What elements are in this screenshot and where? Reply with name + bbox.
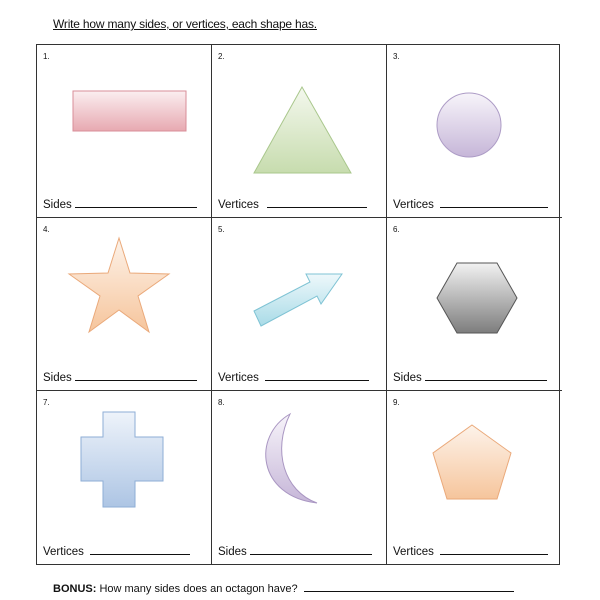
cell-number: 2.	[218, 52, 225, 61]
answer-blank[interactable]	[267, 198, 367, 208]
bonus-text: How many sides does an octagon have?	[99, 583, 298, 595]
answer-blank[interactable]	[425, 371, 547, 381]
cell-number: 6.	[393, 225, 400, 234]
cell-number: 8.	[218, 398, 225, 407]
cell-number: 4.	[43, 225, 50, 234]
cell-9	[387, 391, 562, 564]
cell-number: 1.	[43, 52, 50, 61]
cell-8	[212, 391, 387, 564]
answer-blank[interactable]	[250, 545, 372, 555]
answer-label: Vertices	[43, 546, 84, 558]
answer-label: Vertices	[218, 199, 259, 211]
rectangle-shape	[37, 45, 212, 218]
cell-number: 7.	[43, 398, 50, 407]
cell-2	[212, 45, 387, 218]
answer-label: Sides	[218, 546, 247, 558]
answer-blank[interactable]	[440, 545, 548, 555]
cell-number: 9.	[393, 398, 400, 407]
cell-6	[387, 218, 562, 391]
shapes-grid	[36, 44, 560, 565]
pentagon-shape	[387, 391, 562, 564]
answer-label: Vertices	[218, 372, 259, 384]
answer-label: Vertices	[393, 546, 434, 558]
answer-blank[interactable]	[90, 545, 190, 555]
answer-label: Sides	[43, 372, 72, 384]
hexagon-shape	[387, 218, 562, 391]
cell-1	[37, 45, 212, 218]
cell-4	[37, 218, 212, 391]
answer-blank[interactable]	[75, 371, 197, 381]
answer-blank[interactable]	[265, 371, 369, 381]
cell-number: 5.	[218, 225, 225, 234]
cell-7	[37, 391, 212, 564]
circle-shape	[387, 45, 562, 218]
crescent-shape	[212, 391, 387, 564]
bonus-question	[53, 582, 514, 595]
cell-5	[212, 218, 387, 391]
instructions-title: Write how many sides, or vertices, each shape has.	[53, 17, 317, 31]
cross-shape	[37, 391, 212, 564]
star-shape	[37, 218, 212, 391]
triangle-shape	[212, 45, 387, 218]
answer-label: Vertices	[393, 199, 434, 211]
bonus-prefix: BONUS:	[53, 583, 97, 595]
bonus-answer-blank[interactable]	[304, 582, 514, 592]
answer-label: Sides	[393, 372, 422, 384]
cell-3	[387, 45, 562, 218]
answer-blank[interactable]	[75, 198, 197, 208]
cell-number: 3.	[393, 52, 400, 61]
answer-label: Sides	[43, 199, 72, 211]
answer-blank[interactable]	[440, 198, 548, 208]
arrow-shape	[212, 218, 387, 391]
